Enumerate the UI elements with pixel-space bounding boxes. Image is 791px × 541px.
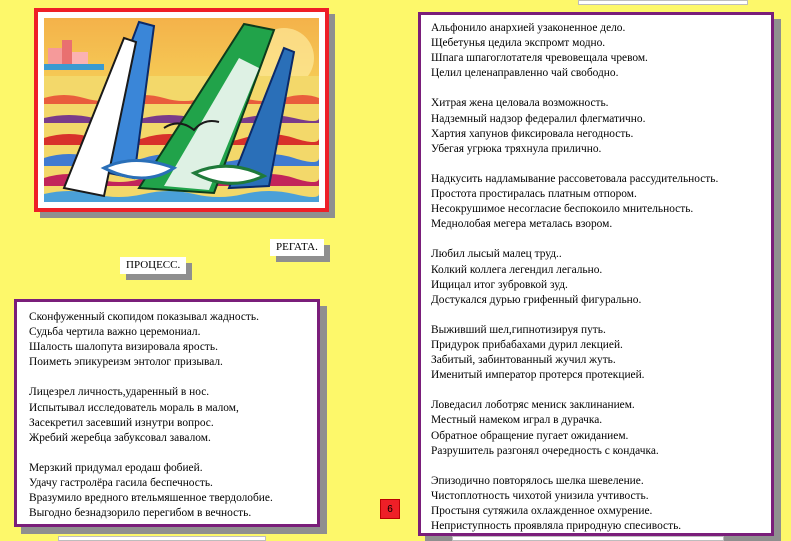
poem-line: Выгодно безнадзорило перегибом в вечность.	[29, 507, 252, 520]
poem-line: Надземный надзор федералил флегматично.	[431, 112, 646, 125]
poem-line: Неприступность проявляла природную спесивость.	[431, 520, 682, 533]
poem-line: Мерзкий придумал еродаш фобией.	[29, 461, 203, 474]
poem-line: Ищицал итог зубровкой зуд.	[431, 278, 568, 291]
poem-line: Шпага шпагоглотателя чревовещала чревом.	[431, 52, 648, 65]
stanza	[29, 310, 317, 370]
poem-line: Забитый, забинтованный жучил жуть.	[431, 354, 616, 367]
page-number[interactable]: 6	[380, 499, 400, 519]
poem-line: Щебетунья цедила экспромт модно.	[431, 37, 606, 50]
poem-line: Испытывал исследователь мораль в малом,	[29, 401, 239, 414]
poem-line: Выживший шел,гипнотизируя путь.	[431, 323, 606, 336]
poem-line: Вразумило вредного втельмяшенное твердолобие.	[29, 492, 273, 505]
stanza	[431, 172, 771, 232]
poem-line: Сконфуженный скопидом показывал жадность.	[29, 311, 259, 323]
poem-line: Жребий жеребца забуксовал завалом.	[29, 431, 211, 444]
poem-line: Меднолобая мегера металась взором.	[431, 218, 613, 231]
poem-line: Эпизодично повторялось шелка шевеление.	[431, 474, 644, 487]
poem-line: Именитый император протерся протекцией.	[431, 369, 645, 382]
poem-line: Убегая угрюка тряхнула прилично.	[431, 142, 602, 155]
poem-line: Ловедасил лоботряс мениск заклинанием.	[431, 399, 635, 412]
poem-line: Поиметь эпикуреизм энтолог призывал.	[29, 356, 223, 369]
poem-line: Обратное обращение пугает ожиданием.	[431, 429, 629, 442]
stanza	[29, 461, 317, 521]
stanza	[431, 247, 771, 307]
stanza	[431, 96, 771, 156]
poem-line: Достукался дурью грифенный фигурально.	[431, 293, 642, 306]
poem-line: Надкусить надламывание рассоветовала рассудительность.	[431, 172, 719, 185]
process-label: ПРОЦЕСС.	[120, 257, 186, 274]
poem-line: Местный намеком играл в дурачка.	[431, 414, 603, 427]
top-edge-strip	[578, 0, 748, 5]
stanza	[431, 323, 771, 383]
poem-line: Хартия хапунов фиксировала негодность.	[431, 127, 634, 140]
poem-line: Судьба чертила важно церемониал.	[29, 326, 201, 339]
poem-regata	[418, 12, 774, 536]
poem-line: Несокрушимое несогласие беспокоило мнительность.	[431, 203, 694, 216]
poem-line: Шалость шалопута визировала ярость.	[29, 341, 218, 354]
poem-line: Придурок прибабахами дурил лекцией.	[431, 338, 623, 351]
poem-line: Простыня сутяжила охлажденное охмурение.	[431, 505, 653, 517]
poem-line: Простота простиралась платным отпором.	[431, 188, 637, 201]
stanza	[431, 21, 771, 81]
poem-line: Разрушитель разгонял очередность с кондачка.	[431, 444, 659, 457]
bottom-edge-strip	[58, 536, 266, 541]
poem-line: Хитрая жена целовала возможность.	[431, 97, 609, 110]
stanza	[431, 398, 771, 458]
poem-process	[14, 299, 320, 527]
regatta-painting-image	[44, 18, 319, 202]
regatta-painting	[34, 8, 329, 212]
poem-line: Колкий коллега легендил легально.	[431, 263, 603, 276]
poem-line: Целил целенаправленно чай свободно.	[431, 67, 619, 80]
poem-line: Лицезрел личность,ударенный в нос.	[29, 386, 210, 399]
stanza	[29, 385, 317, 445]
stanza	[431, 474, 771, 534]
bottom-edge-strip	[452, 536, 724, 541]
poem-line: Альфонило анархией узаконенное дело.	[431, 22, 626, 34]
poem-line: Засекретил засевший изнутри вопрос.	[29, 416, 214, 429]
poem-line: Удачу гастролёра гасила беспечность.	[29, 477, 213, 490]
poem-line: Любил лысый малец труд..	[431, 248, 562, 261]
poem-line: Чистоплотность чихотой унизила учтивость.	[431, 489, 649, 502]
regata-label: РЕГАТА.	[270, 239, 324, 256]
